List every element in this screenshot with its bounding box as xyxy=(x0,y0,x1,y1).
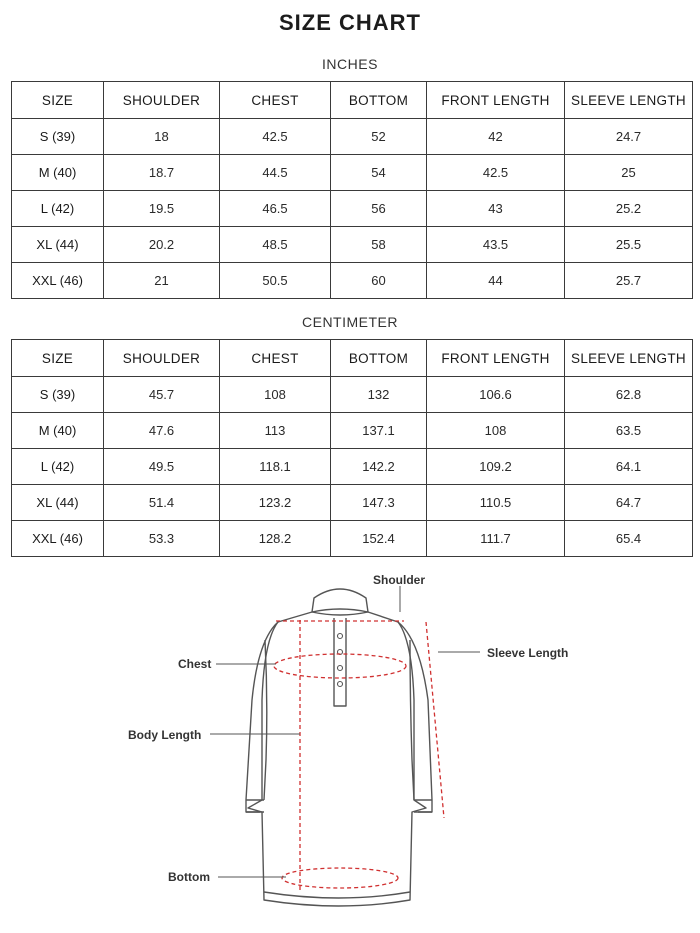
body-length-label: Body Length xyxy=(128,728,202,742)
value-cell: 118.1 xyxy=(220,449,331,485)
table-row xyxy=(12,485,693,521)
value-cell: 50.5 xyxy=(220,263,331,299)
table-row xyxy=(12,191,693,227)
column-header-shoulder: SHOULDER xyxy=(104,82,220,119)
value-cell: 56 xyxy=(331,191,427,227)
value-cell: 25.5 xyxy=(565,227,693,263)
value-cell: 44 xyxy=(427,263,565,299)
size-cell: S (39) xyxy=(12,119,104,155)
value-cell: 63.5 xyxy=(565,413,693,449)
value-cell: 25.2 xyxy=(565,191,693,227)
size-cell: XXL (46) xyxy=(12,263,104,299)
column-header-bottom: BOTTOM xyxy=(331,340,427,377)
value-cell: 49.5 xyxy=(104,449,220,485)
size-cell: L (42) xyxy=(12,449,104,485)
bottom-label: Bottom xyxy=(168,870,210,884)
value-cell: 113 xyxy=(220,413,331,449)
table-header-row xyxy=(12,82,693,119)
value-cell: 54 xyxy=(331,155,427,191)
value-cell: 43.5 xyxy=(427,227,565,263)
value-cell: 137.1 xyxy=(331,413,427,449)
column-header-chest: CHEST xyxy=(220,82,331,119)
size-cell: S (39) xyxy=(12,377,104,413)
table-row xyxy=(12,377,693,413)
value-cell: 42.5 xyxy=(220,119,331,155)
value-cell: 47.6 xyxy=(104,413,220,449)
measurement-lines xyxy=(274,620,444,890)
table-row xyxy=(12,413,693,449)
column-header-sleeve-length: SLEEVE LENGTH xyxy=(565,340,693,377)
value-cell: 51.4 xyxy=(104,485,220,521)
value-cell: 52 xyxy=(331,119,427,155)
value-cell: 53.3 xyxy=(104,521,220,557)
size-cell: XL (44) xyxy=(12,485,104,521)
table-row xyxy=(12,119,693,155)
table-row xyxy=(12,521,693,557)
centimeter-table xyxy=(11,339,693,557)
column-header-chest: CHEST xyxy=(220,340,331,377)
value-cell: 62.8 xyxy=(565,377,693,413)
value-cell: 43 xyxy=(427,191,565,227)
table-row xyxy=(12,263,693,299)
page-title: SIZE CHART xyxy=(279,10,421,35)
kurta-measurement-diagram xyxy=(0,566,700,933)
chest-label: Chest xyxy=(178,657,212,671)
value-cell: 24.7 xyxy=(565,119,693,155)
table-row xyxy=(12,449,693,485)
sleeve-length-label: Sleeve Length xyxy=(487,646,569,660)
value-cell: 42.5 xyxy=(427,155,565,191)
value-cell: 25.7 xyxy=(565,263,693,299)
column-header-shoulder: SHOULDER xyxy=(104,340,220,377)
size-cell: XXL (46) xyxy=(12,521,104,557)
size-cell: M (40) xyxy=(12,413,104,449)
size-cell: M (40) xyxy=(12,155,104,191)
value-cell: 64.7 xyxy=(565,485,693,521)
shoulder-label: Shoulder xyxy=(373,573,426,587)
value-cell: 142.2 xyxy=(331,449,427,485)
value-cell: 18.7 xyxy=(104,155,220,191)
column-header-front-length: FRONT LENGTH xyxy=(427,82,565,119)
column-header-bottom: BOTTOM xyxy=(331,82,427,119)
value-cell: 132 xyxy=(331,377,427,413)
value-cell: 21 xyxy=(104,263,220,299)
value-cell: 147.3 xyxy=(331,485,427,521)
value-cell: 44.5 xyxy=(220,155,331,191)
centimeter-label: CENTIMETER xyxy=(302,314,398,330)
value-cell: 25 xyxy=(565,155,693,191)
size-cell: L (42) xyxy=(12,191,104,227)
value-cell: 65.4 xyxy=(565,521,693,557)
value-cell: 123.2 xyxy=(220,485,331,521)
value-cell: 46.5 xyxy=(220,191,331,227)
value-cell: 109.2 xyxy=(427,449,565,485)
column-header-front-length: FRONT LENGTH xyxy=(427,340,565,377)
value-cell: 18 xyxy=(104,119,220,155)
table-row xyxy=(12,227,693,263)
value-cell: 48.5 xyxy=(220,227,331,263)
value-cell: 108 xyxy=(220,377,331,413)
value-cell: 42 xyxy=(427,119,565,155)
value-cell: 110.5 xyxy=(427,485,565,521)
column-header-size: SIZE xyxy=(12,82,104,119)
value-cell: 152.4 xyxy=(331,521,427,557)
table-row xyxy=(12,155,693,191)
value-cell: 20.2 xyxy=(104,227,220,263)
column-header-sleeve-length: SLEEVE LENGTH xyxy=(565,82,693,119)
value-cell: 58 xyxy=(331,227,427,263)
value-cell: 45.7 xyxy=(104,377,220,413)
size-cell: XL (44) xyxy=(12,227,104,263)
value-cell: 106.6 xyxy=(427,377,565,413)
value-cell: 111.7 xyxy=(427,521,565,557)
value-cell: 19.5 xyxy=(104,191,220,227)
inches-table xyxy=(11,81,693,299)
inches-label: INCHES xyxy=(322,56,378,72)
value-cell: 64.1 xyxy=(565,449,693,485)
value-cell: 108 xyxy=(427,413,565,449)
table-header-row xyxy=(12,340,693,377)
value-cell: 60 xyxy=(331,263,427,299)
column-header-size: SIZE xyxy=(12,340,104,377)
value-cell: 128.2 xyxy=(220,521,331,557)
